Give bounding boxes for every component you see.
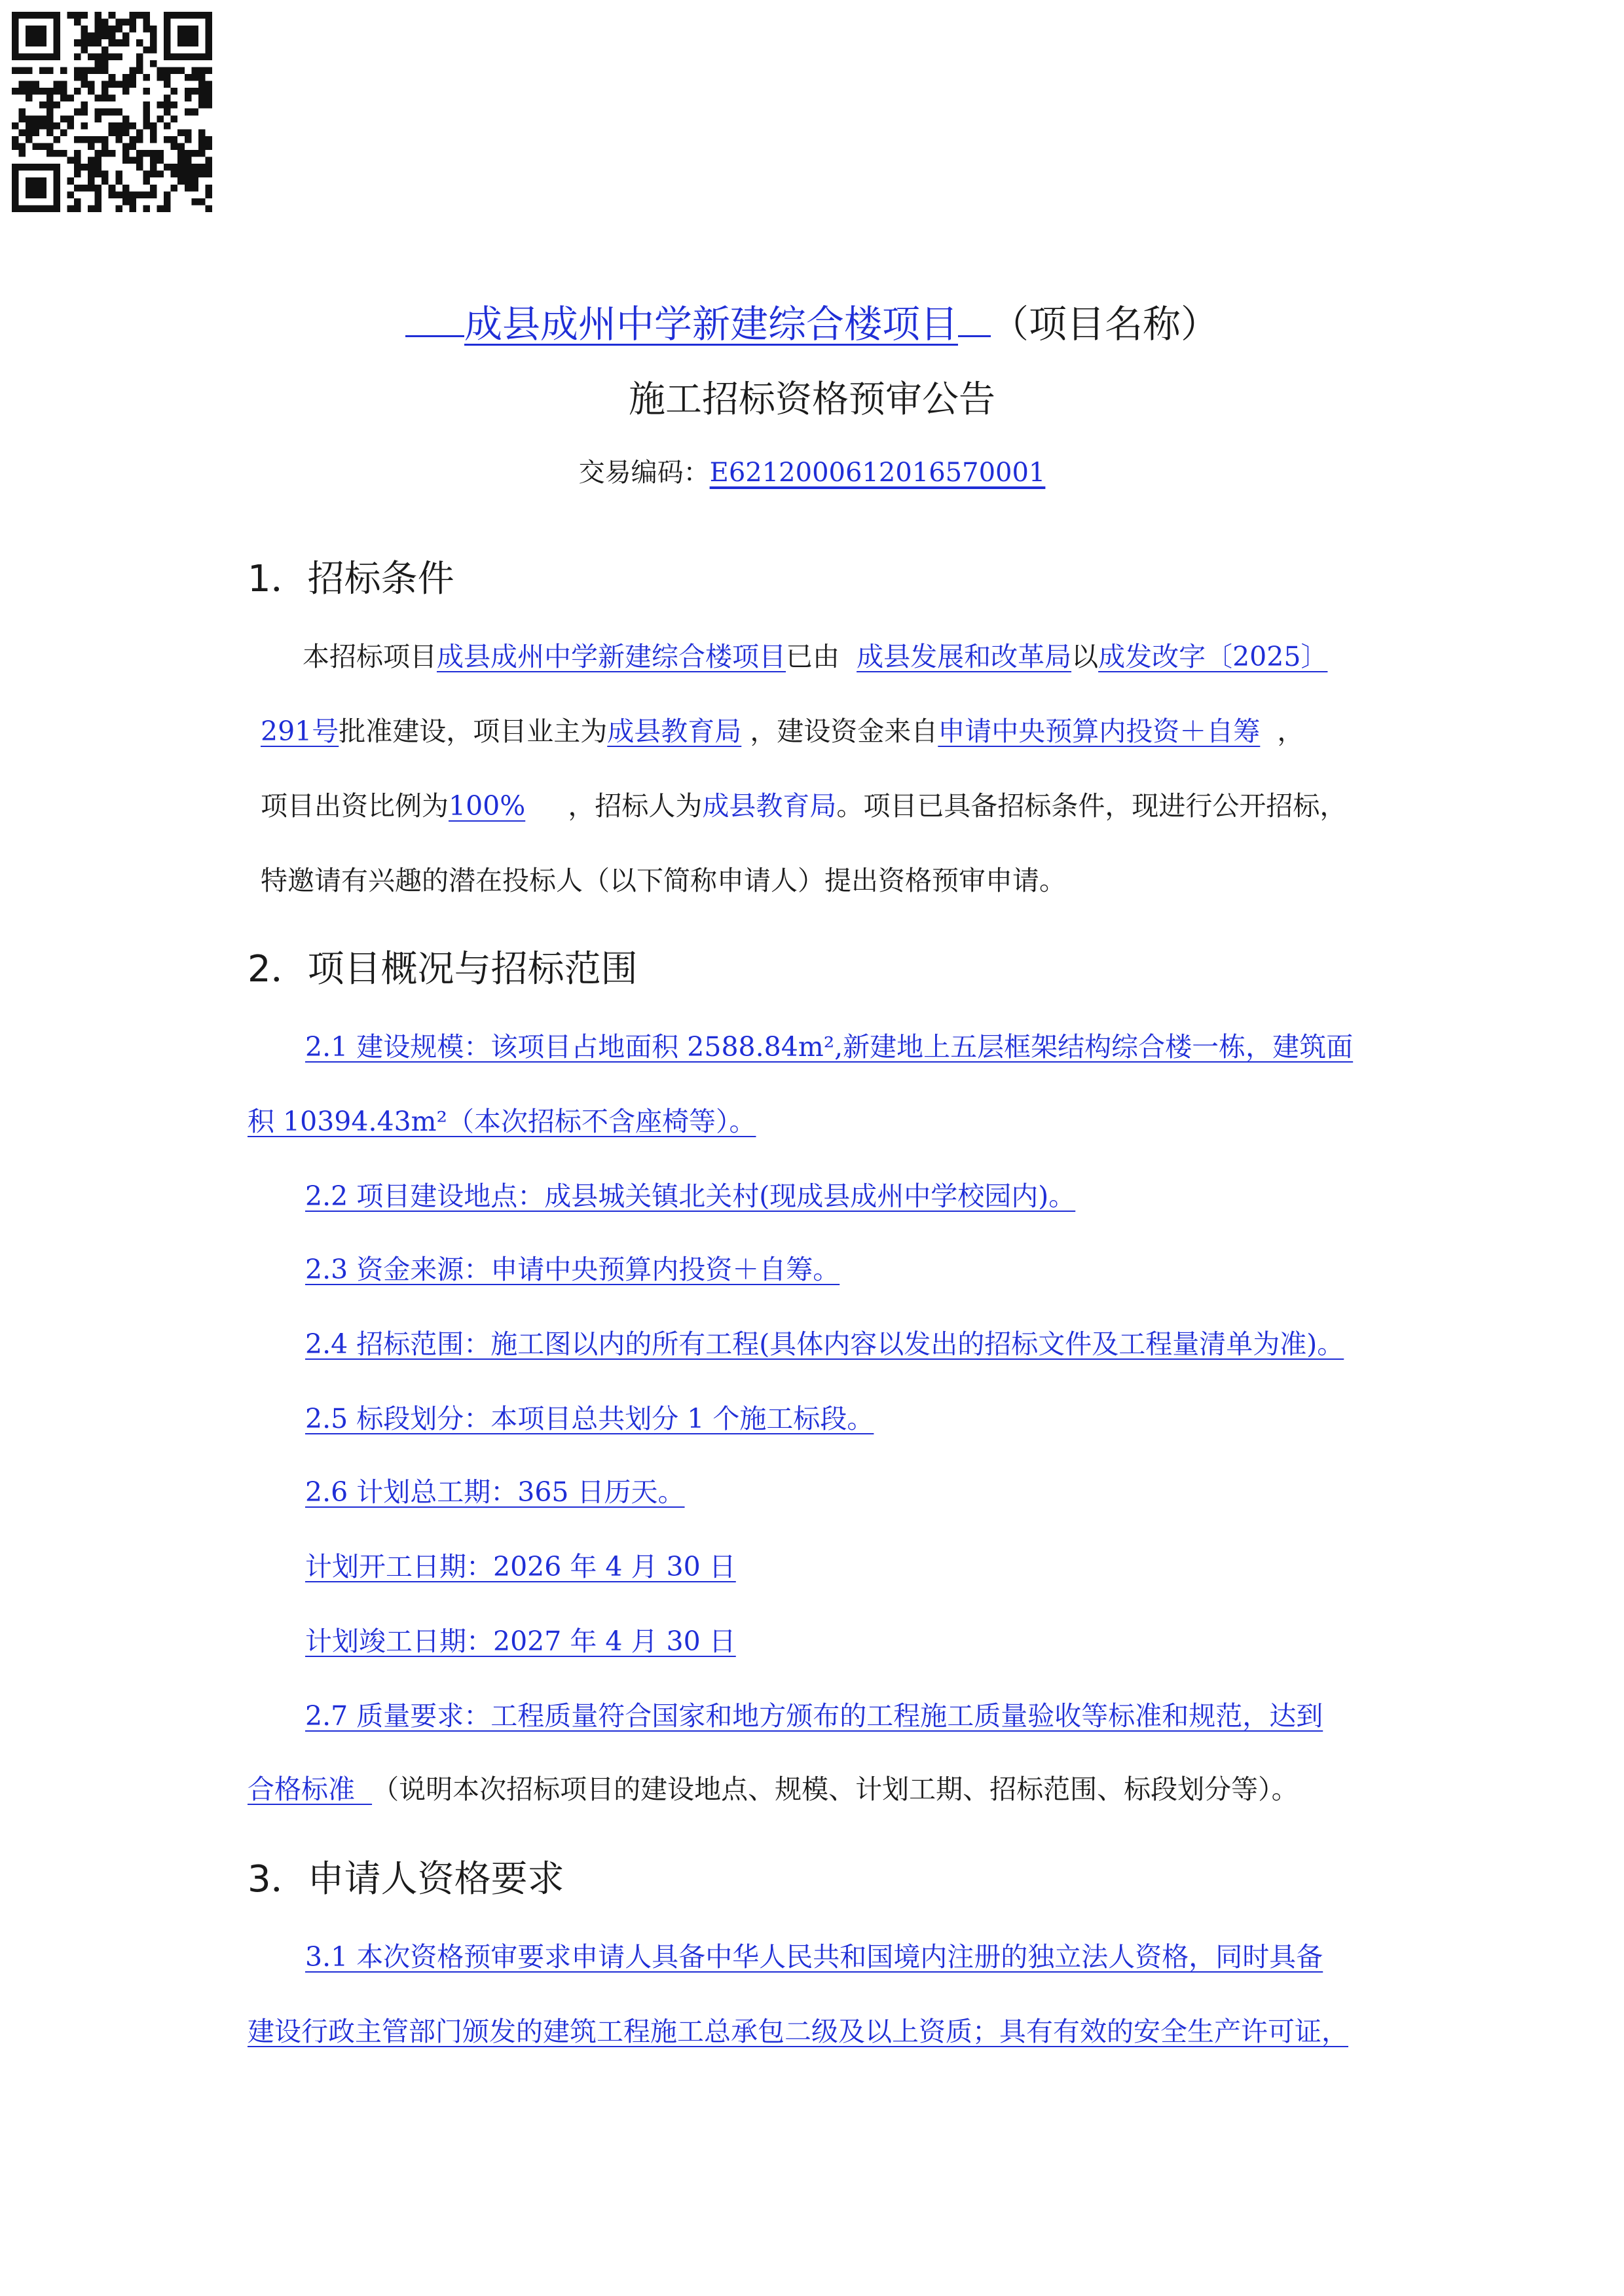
title-underline-left	[405, 297, 464, 337]
item-2-7: 2.7 质量要求：工程质量符合国家和地方颁布的工程施工质量验收等标准和规范，达到	[305, 1700, 1323, 1732]
planned-end-date: 计划竣工日期：2027 年 4 月 30 日	[305, 1626, 736, 1657]
s1-tenderer: 成县教育局	[702, 790, 837, 822]
s1-text: 。项目已具备招标条件，现进行公开招标，	[836, 790, 1347, 822]
s1-doc-number-b: 291号	[261, 716, 339, 747]
s1-ratio: 100%	[449, 790, 526, 822]
s1-approver: 成县发展和改革局	[857, 641, 1072, 672]
qr-code	[12, 12, 212, 212]
s1-doc-number: 成发改字〔2025〕	[1098, 641, 1328, 672]
title-underline-right	[958, 297, 991, 337]
s1-line3	[261, 784, 1346, 823]
notice-title: 施工招标资格预审公告	[629, 378, 995, 421]
item-3-1-cont: 建设行政主管部门颁发的建筑工程施工总承包二级及以上资质；具有有效的安全生产许可证，	[248, 2016, 1348, 2047]
item-2-6: 2.6 计划总工期：365 日历天。	[305, 1476, 685, 1508]
item-3-1: 3.1 本次资格预审要求申请人具备中华人民共和国境内注册的独立法人资格，同时具备	[305, 1941, 1323, 1973]
s1-project: 成县成州中学新建综合楼项目	[437, 641, 786, 672]
project-name: 成县成州中学新建综合楼项目	[464, 302, 958, 346]
item-2-3: 2.3 资金来源：申请中央预算内投资＋自筹。	[305, 1254, 840, 1285]
quality-standard: 合格标准	[248, 1774, 355, 1805]
s1-line1	[303, 635, 1327, 674]
s1-text: 项目出资比例为	[261, 790, 449, 822]
project-title	[0, 293, 1624, 348]
section1-heading: 1．招标条件	[248, 558, 454, 600]
s1-text: 批准建设，项目业主为	[339, 716, 608, 747]
section2-heading: 2．项目概况与招标范围	[248, 948, 638, 991]
s1-text: ，建设资金来自	[750, 716, 938, 747]
section3-heading: 3．申请人资格要求	[248, 1858, 564, 1901]
code-label: 交易编码：	[578, 458, 710, 488]
item-2-2: 2.2 项目建设地点：成县城关镇北关村(现成县成州中学校园内)。	[305, 1180, 1076, 1212]
s1-text: 以	[1071, 641, 1099, 672]
s1-funds: 申请中央预算内投资＋自筹	[938, 716, 1261, 747]
s1-text: ，	[1277, 716, 1304, 747]
s1-text: 本招标项目	[303, 641, 437, 672]
item-2-7-note: （说明本次招标项目的建设地点、规模、计划工期、招标范围、标段划分等）。	[372, 1774, 1299, 1805]
s1-line4: 特邀请有兴趣的潜在投标人（以下简称申请人）提出资格预审申请。	[261, 865, 1066, 896]
item-2-1: 2.1 建设规模：该项目占地面积 2588.84m²,新建地上五层框架结构综合楼一栋，建筑面	[305, 1031, 1354, 1063]
project-name-suffix: （项目名称）	[991, 302, 1219, 346]
s1-text: 已由	[786, 641, 840, 672]
code-value: E6212000612016570001	[709, 458, 1046, 488]
s1-owner: 成县教育局	[607, 716, 742, 747]
item-2-7-cont	[248, 1768, 1299, 1806]
s1-line2	[261, 710, 1304, 748]
item-2-5: 2.5 标段划分：本项目总共划分 1 个施工标段。	[305, 1403, 874, 1434]
item-2-1-cont: 积 10394.43m²（本次招标不含座椅等）。	[248, 1106, 756, 1137]
transaction-code	[0, 452, 1624, 489]
s1-text: ，招标人为	[568, 790, 703, 822]
planned-start-date: 计划开工日期：2026 年 4 月 30 日	[305, 1551, 736, 1582]
item-2-4: 2.4 招标范围：施工图以内的所有工程(具体内容以发出的招标文件及工程量清单为准)。	[305, 1328, 1344, 1360]
